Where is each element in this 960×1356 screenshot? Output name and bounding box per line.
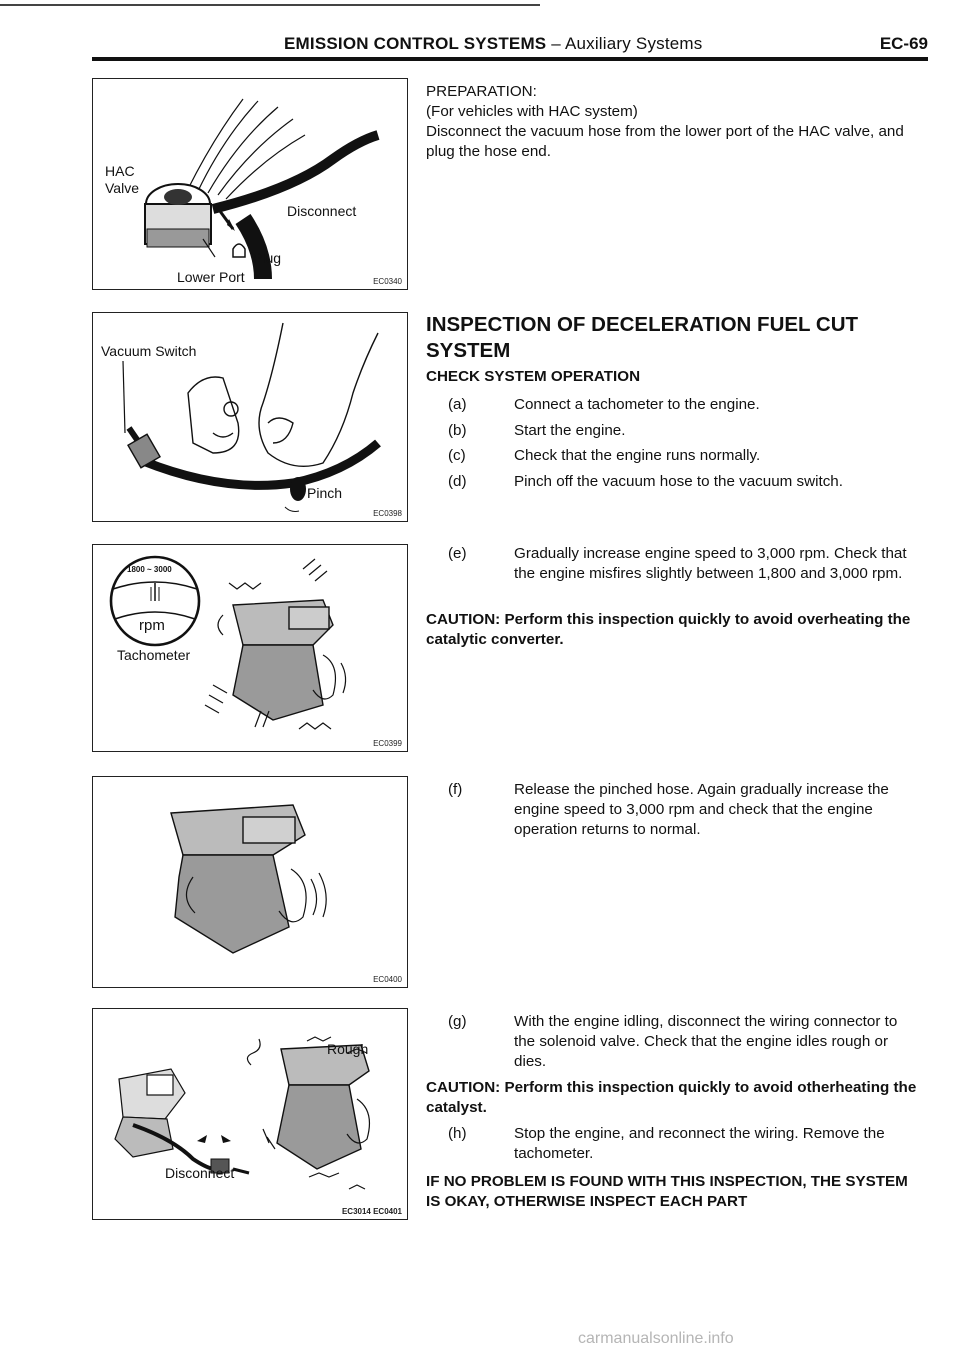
hac-valve-illustration	[93, 79, 407, 289]
header-title	[284, 34, 702, 54]
label-disconnect: Disconnect	[165, 1165, 235, 1181]
section-subtitle: CHECK SYSTEM OPERATION	[426, 368, 641, 385]
preparation-line-1: (For vehicles with HAC system)	[426, 103, 638, 120]
figure-code: EC0400	[373, 975, 402, 984]
conclusion-text: IF NO PROBLEM IS FOUND WITH THIS INSPECTION, THE SYSTEM IS OKAY, OTHERWISE INSPECT EACH PART	[426, 1173, 908, 1210]
figure-code: EC0340	[373, 277, 402, 286]
page-header	[92, 34, 928, 56]
step-text: Release the pinched hose. Again gradually increase the engine speed to 3,000 rpm and check that the engine operation returns to normal.	[514, 781, 889, 838]
figure-code: EC3014 EC0401	[341, 1207, 402, 1216]
label-valve: Valve	[105, 180, 139, 196]
watermark: carmanualsonline.info	[578, 1330, 734, 1347]
section-title: INSPECTION OF DECELERATION FUEL CUT SYSTEM	[426, 313, 859, 362]
step-tag: (b)	[448, 422, 467, 439]
header-rule	[92, 57, 928, 61]
step-tag: (h)	[448, 1125, 467, 1142]
figure-engine	[92, 776, 408, 988]
label-hac: HAC	[105, 163, 135, 179]
step-tag: (g)	[448, 1013, 467, 1030]
header-title-main: EMISSION CONTROL SYSTEMS	[284, 34, 547, 53]
step-text: Pinch off the vacuum hose to the vacuum switch.	[514, 473, 843, 490]
step-text: Start the engine.	[514, 422, 626, 439]
figure-tachometer	[92, 544, 408, 752]
step-tag: (e)	[448, 545, 467, 562]
step-tag: (a)	[448, 396, 467, 413]
step-text: With the engine idling, disconnect the wiring connector to the solenoid valve. Check that the engine idles rough or dies.	[514, 1013, 898, 1070]
figure-hac-valve	[92, 78, 408, 290]
step-tag: (d)	[448, 473, 467, 490]
header-title-separator: –	[546, 34, 565, 53]
label-lower-port: Lower Port	[177, 269, 245, 285]
preparation-heading: PREPARATION:	[426, 83, 537, 100]
figure-vacuum-switch	[92, 312, 408, 522]
step-text: Gradually increase engine speed to 3,000 rpm. Check that the engine misfires slightly between 1,800 and 3,000 rpm.	[514, 545, 907, 582]
label-rough: Rough	[327, 1041, 369, 1057]
label-rpm-range: 1800 ~ 3000	[127, 565, 172, 574]
figure-code: EC0398	[373, 509, 402, 518]
step-text: Connect a tachometer to the engine.	[514, 396, 760, 413]
figure-disconnect-wiring	[92, 1008, 408, 1220]
label-disconnect: Disconnect	[287, 203, 357, 219]
step-text: Check that the engine runs normally.	[514, 447, 761, 464]
figure-code: EC0399	[373, 739, 402, 748]
header-title-sub: Auxiliary Systems	[564, 34, 703, 53]
step-tag: (c)	[448, 447, 466, 464]
label-plug: Plug	[253, 250, 282, 266]
step-tag: (f)	[448, 781, 463, 798]
page-number: EC-69	[879, 34, 928, 53]
top-border-line	[0, 4, 540, 6]
preparation-line-2: Disconnect the vacuum hose from the lower port of the HAC valve, and plug the hose end.	[426, 123, 904, 160]
label-vacuum-switch: Vacuum Switch	[101, 343, 197, 359]
caution-note: CAUTION: Perform this inspection quickly to avoid overheating the catalytic converter.	[426, 611, 911, 648]
caution-note: CAUTION: Perform this inspection quickly to avoid otherheating the catalyst.	[426, 1079, 917, 1116]
preparation-block	[426, 82, 922, 162]
step-text: Stop the engine, and reconnect the wiring. Remove the tachometer.	[514, 1125, 885, 1162]
engine-illustration	[93, 777, 407, 987]
label-pinch: Pinch	[307, 485, 343, 501]
label-tachometer: Tachometer	[117, 647, 191, 663]
label-rpm: rpm	[139, 617, 165, 634]
